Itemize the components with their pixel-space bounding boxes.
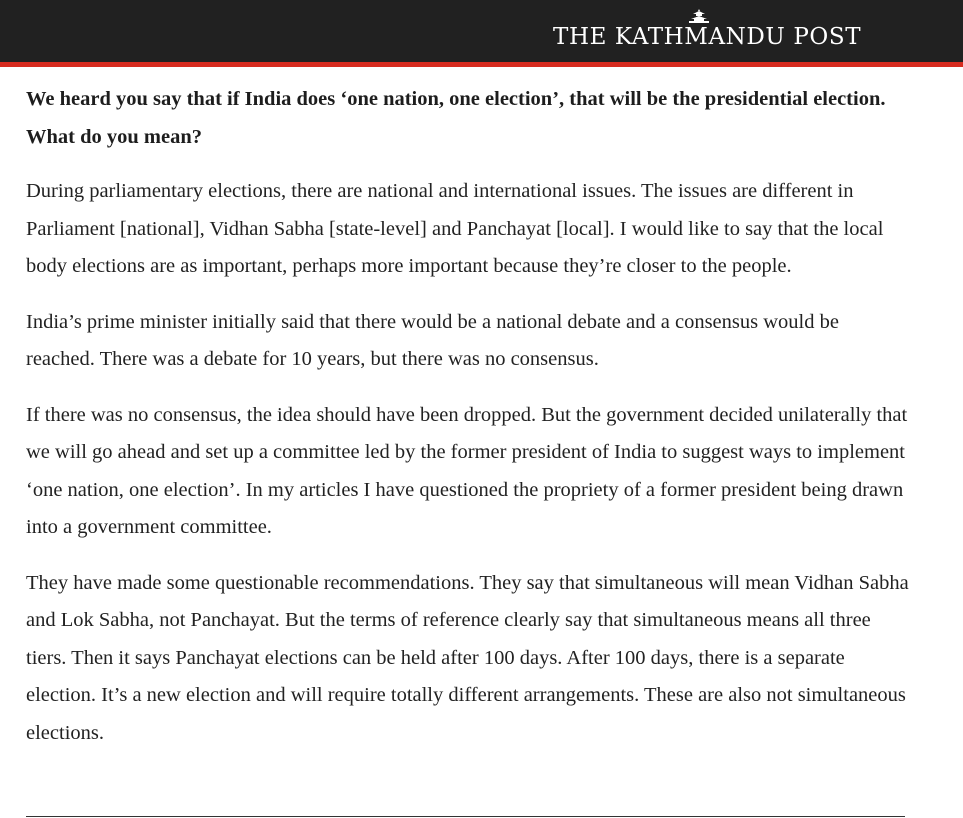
answer-paragraph: They have made some questionable recommendations. They say that simultaneous will mean Vidhan Sabha and Lok Sabha, not Panchayat. But the terms of reference clearly say that simultaneous means all three tiers. Then it says Panchayat elections can be held after 100 days. After 100 days, there is a separate election. It’s a new election and will require totally different arrangements. These are also not simultaneous elections. — [26, 571, 909, 744]
masthead-logo[interactable]: THE KATHMANDU POST — [553, 24, 862, 50]
header-accent-rule — [0, 62, 963, 67]
answer-paragraph: India’s prime minister initially said that there would be a national debate and a consensus would be reached. There was a debate for 10 years, but there was no consensus. — [26, 310, 839, 370]
answer-paragraph: If there was no consensus, the idea should have been dropped. But the government decided unilaterally that we will go ahead and set up a committee led by the former president of India to suggest ways to implement ‘one nation, one election’. In my articles I have questioned the propriety of a former president being drawn into a government committee. — [26, 403, 908, 538]
temple-emblem-icon — [689, 9, 709, 23]
article-body — [26, 80, 910, 770]
answer-paragraph: During parliamentary elections, there are national and international issues. The issues are different in Parliament [national], Vidhan Sabha [state-level] and Panchayat [local]. I would like to say that the local body elections are as important, perhaps more important because they’re closer to the people. — [26, 180, 884, 277]
interview-question: We heard you say that if India does ‘one nation, one election’, that will be the presidential election. What do you mean? — [26, 88, 886, 148]
section-divider — [26, 816, 905, 817]
